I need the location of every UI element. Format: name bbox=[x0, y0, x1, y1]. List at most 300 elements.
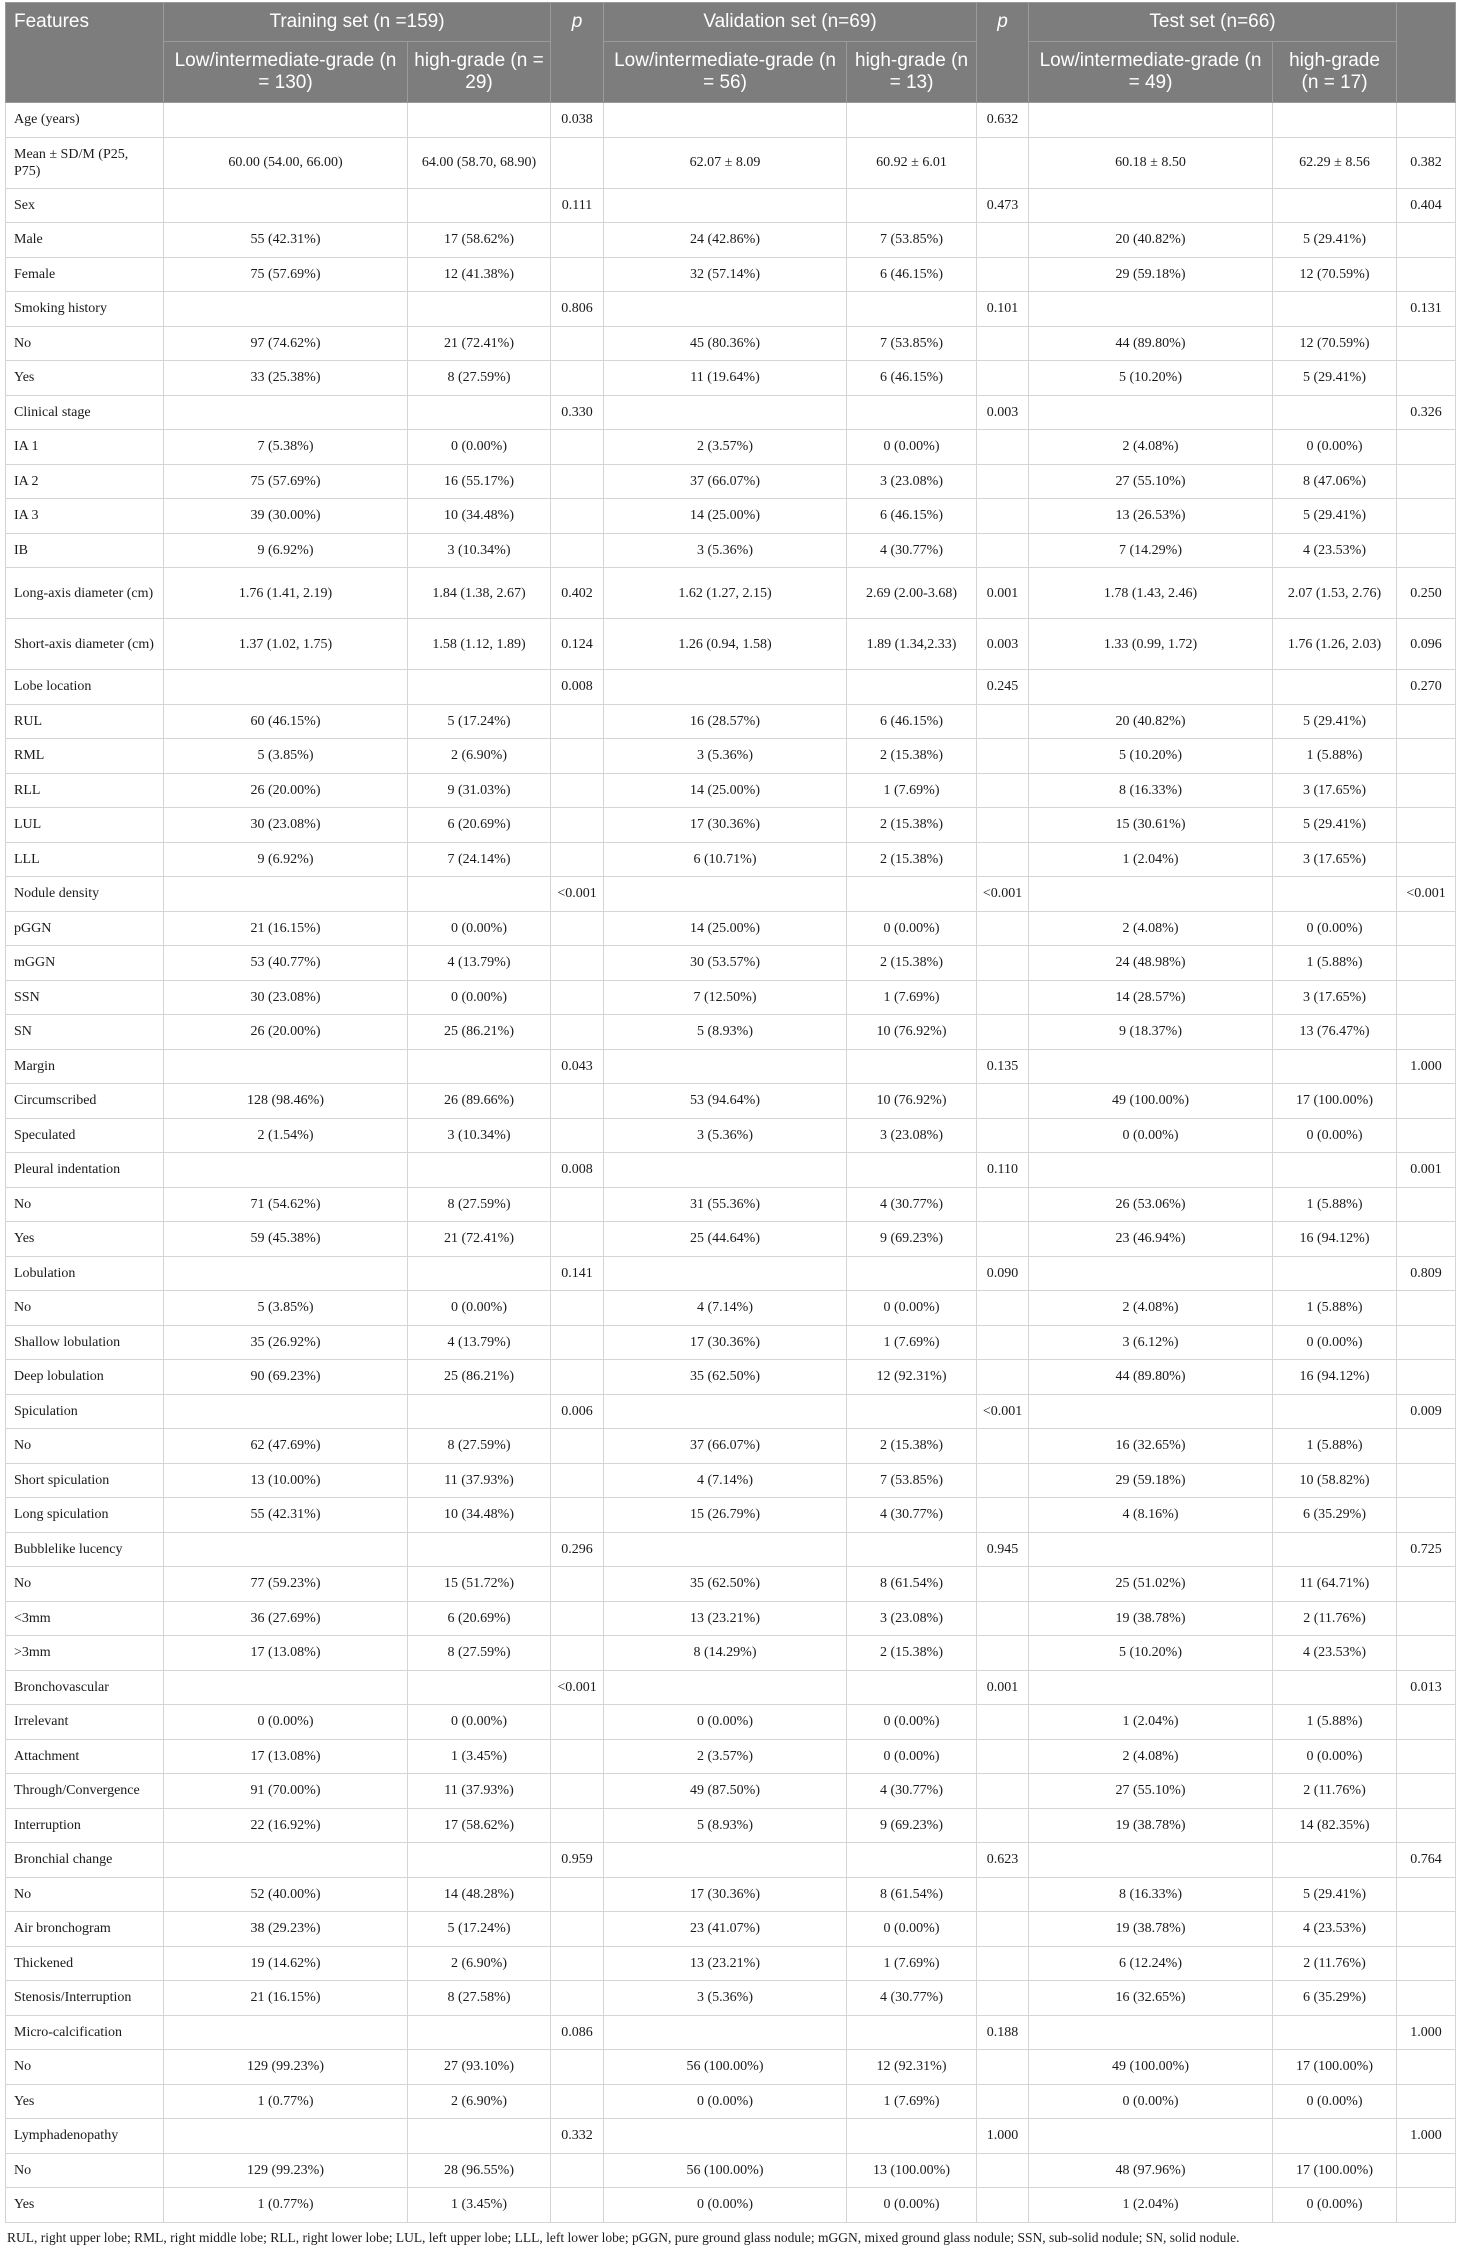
test-high-cell: 62.29 ± 8.56 bbox=[1273, 137, 1397, 188]
val-p-cell bbox=[977, 808, 1029, 843]
train-high-cell: 8 (27.59%) bbox=[408, 361, 551, 396]
test-p-cell bbox=[1397, 1187, 1456, 1222]
val-p-cell bbox=[977, 430, 1029, 465]
train-high-cell: 25 (86.21%) bbox=[408, 1015, 551, 1050]
feature-label: Interruption bbox=[6, 1808, 164, 1843]
val-p-cell bbox=[977, 1222, 1029, 1257]
val-p-cell bbox=[977, 773, 1029, 808]
val-p-cell bbox=[977, 704, 1029, 739]
train-p-cell: 0.006 bbox=[551, 1394, 604, 1429]
train-high-cell: 14 (48.28%) bbox=[408, 1877, 551, 1912]
train-low-cell bbox=[164, 1843, 408, 1878]
feature-label: Margin bbox=[6, 1049, 164, 1084]
train-low-cell: 13 (10.00%) bbox=[164, 1463, 408, 1498]
train-high-cell bbox=[408, 1670, 551, 1705]
val-high-cell: 12 (92.31%) bbox=[847, 1360, 977, 1395]
feature-label: Spiculation bbox=[6, 1394, 164, 1429]
val-low-cell: 56 (100.00%) bbox=[604, 2050, 847, 2085]
table-row bbox=[6, 1463, 1456, 1498]
test-high-cell: 1 (5.88%) bbox=[1273, 1187, 1397, 1222]
table-row bbox=[6, 1256, 1456, 1291]
train-p-cell bbox=[551, 1567, 604, 1602]
val-low-cell: 8 (14.29%) bbox=[604, 1636, 847, 1671]
feature-label: Lobe location bbox=[6, 670, 164, 705]
val-high-cell: 2 (15.38%) bbox=[847, 842, 977, 877]
table-row bbox=[6, 1808, 1456, 1843]
train-low-cell: 17 (13.08%) bbox=[164, 1636, 408, 1671]
table-row bbox=[6, 1877, 1456, 1912]
test-low-cell: 20 (40.82%) bbox=[1029, 223, 1273, 258]
test-p-cell bbox=[1397, 1222, 1456, 1257]
train-low-cell bbox=[164, 670, 408, 705]
train-p-cell bbox=[551, 1636, 604, 1671]
val-p-cell: 1.000 bbox=[977, 2119, 1029, 2154]
table-footnote: RUL, right upper lobe; RML, right middle lobe; RLL, right lower lobe; LUL, left upper lobe; LLL, left lower lobe; pGGN, pure ground glass nodule; mGGN, mixed ground glass nodule; SSN, sub-solid nodule; SN, solid nodule. bbox=[7, 2229, 1240, 2245]
test-high-cell: 2 (11.76%) bbox=[1273, 1774, 1397, 1809]
train-high-cell bbox=[408, 103, 551, 138]
train-p-cell: 0.043 bbox=[551, 1049, 604, 1084]
train-low-cell bbox=[164, 877, 408, 912]
train-low-cell: 35 (26.92%) bbox=[164, 1325, 408, 1360]
train-low-cell: 2 (1.54%) bbox=[164, 1118, 408, 1153]
train-p-cell bbox=[551, 704, 604, 739]
feature-label: Sex bbox=[6, 188, 164, 223]
test-high-cell: 6 (35.29%) bbox=[1273, 1498, 1397, 1533]
table-row bbox=[6, 1325, 1456, 1360]
val-p-cell bbox=[977, 1636, 1029, 1671]
feature-label: Air bronchogram bbox=[6, 1912, 164, 1947]
train-p-cell bbox=[551, 1912, 604, 1947]
test-low-cell bbox=[1029, 1256, 1273, 1291]
feature-label: Irrelevant bbox=[6, 1705, 164, 1740]
val-p-cell bbox=[977, 1808, 1029, 1843]
val-high-cell: 2 (15.38%) bbox=[847, 739, 977, 774]
val-low-cell bbox=[604, 395, 847, 430]
val-p-cell bbox=[977, 1946, 1029, 1981]
test-low-cell: 6 (12.24%) bbox=[1029, 1946, 1273, 1981]
train-high-cell: 0 (0.00%) bbox=[408, 430, 551, 465]
val-p-cell bbox=[977, 1739, 1029, 1774]
test-high-cell: 17 (100.00%) bbox=[1273, 2050, 1397, 2085]
train-p-cell bbox=[551, 1291, 604, 1326]
test-low-cell: 44 (89.80%) bbox=[1029, 326, 1273, 361]
feature-label: Age (years) bbox=[6, 103, 164, 138]
val-p-cell bbox=[977, 2084, 1029, 2119]
test-high-cell bbox=[1273, 1049, 1397, 1084]
train-high-cell: 25 (86.21%) bbox=[408, 1360, 551, 1395]
test-high-cell: 12 (70.59%) bbox=[1273, 257, 1397, 292]
val-high-cell: 13 (100.00%) bbox=[847, 2153, 977, 2188]
val-low-cell bbox=[604, 2119, 847, 2154]
train-low-cell: 39 (30.00%) bbox=[164, 499, 408, 534]
train-high-cell: 0 (0.00%) bbox=[408, 1705, 551, 1740]
train-high-cell: 1 (3.45%) bbox=[408, 2188, 551, 2223]
test-low-cell bbox=[1029, 1532, 1273, 1567]
val-low-cell bbox=[604, 292, 847, 327]
test-p-cell bbox=[1397, 1981, 1456, 2016]
val-high-cell: 7 (53.85%) bbox=[847, 326, 977, 361]
train-high-cell: 64.00 (58.70, 68.90) bbox=[408, 137, 551, 188]
feature-label: Yes bbox=[6, 1222, 164, 1257]
feature-label: RML bbox=[6, 739, 164, 774]
test-p-cell bbox=[1397, 326, 1456, 361]
val-high-cell: 3 (23.08%) bbox=[847, 1601, 977, 1636]
table-row bbox=[6, 533, 1456, 568]
test-high-cell: 3 (17.65%) bbox=[1273, 773, 1397, 808]
test-low-cell: 3 (6.12%) bbox=[1029, 1325, 1273, 1360]
val-low-cell: 35 (62.50%) bbox=[604, 1567, 847, 1602]
test-high-cell bbox=[1273, 2119, 1397, 2154]
train-low-cell: 21 (16.15%) bbox=[164, 1981, 408, 2016]
test-high-cell bbox=[1273, 1153, 1397, 1188]
test-p-cell bbox=[1397, 430, 1456, 465]
table-row bbox=[6, 619, 1456, 670]
val-high-cell bbox=[847, 2119, 977, 2154]
val-low-cell: 2 (3.57%) bbox=[604, 1739, 847, 1774]
test-low-cell bbox=[1029, 1670, 1273, 1705]
val-low-cell: 0 (0.00%) bbox=[604, 2084, 847, 2119]
test-high-cell bbox=[1273, 1670, 1397, 1705]
train-p-cell bbox=[551, 464, 604, 499]
val-low-cell: 37 (66.07%) bbox=[604, 464, 847, 499]
test-p-cell bbox=[1397, 739, 1456, 774]
test-low-cell: 49 (100.00%) bbox=[1029, 1084, 1273, 1119]
test-low-cell bbox=[1029, 1153, 1273, 1188]
test-low-cell bbox=[1029, 188, 1273, 223]
train-high-cell: 5 (17.24%) bbox=[408, 704, 551, 739]
test-low-cell: 19 (38.78%) bbox=[1029, 1808, 1273, 1843]
feature-label: No bbox=[6, 1567, 164, 1602]
table-row bbox=[6, 1049, 1456, 1084]
feature-label: IA 2 bbox=[6, 464, 164, 499]
val-low-cell: 4 (7.14%) bbox=[604, 1463, 847, 1498]
train-p-cell bbox=[551, 1498, 604, 1533]
val-low-cell: 62.07 ± 8.09 bbox=[604, 137, 847, 188]
train-low-cell: 21 (16.15%) bbox=[164, 911, 408, 946]
test-p-cell bbox=[1397, 464, 1456, 499]
val-low-cell: 5 (8.93%) bbox=[604, 1808, 847, 1843]
train-low-cell bbox=[164, 1153, 408, 1188]
test-low-cell: 49 (100.00%) bbox=[1029, 2050, 1273, 2085]
test-low-cell bbox=[1029, 877, 1273, 912]
train-high-cell: 3 (10.34%) bbox=[408, 533, 551, 568]
train-low-cell bbox=[164, 1394, 408, 1429]
train-low-cell bbox=[164, 292, 408, 327]
table-row bbox=[6, 1981, 1456, 2016]
train-high-cell bbox=[408, 1843, 551, 1878]
val-high-cell: 1 (7.69%) bbox=[847, 1325, 977, 1360]
table-row bbox=[6, 361, 1456, 396]
table-header bbox=[6, 3, 1456, 103]
test-low-cell: 19 (38.78%) bbox=[1029, 1912, 1273, 1947]
test-low-cell: 5 (10.20%) bbox=[1029, 739, 1273, 774]
val-high-cell: 0 (0.00%) bbox=[847, 1912, 977, 1947]
train-high-cell: 17 (58.62%) bbox=[408, 223, 551, 258]
test-p-cell bbox=[1397, 808, 1456, 843]
train-p-cell bbox=[551, 2188, 604, 2223]
val-low-cell: 13 (23.21%) bbox=[604, 1601, 847, 1636]
feature-label: Pleural indentation bbox=[6, 1153, 164, 1188]
val-p-cell bbox=[977, 980, 1029, 1015]
val-p-cell bbox=[977, 1429, 1029, 1464]
train-low-cell: 59 (45.38%) bbox=[164, 1222, 408, 1257]
val-high-cell: 2 (15.38%) bbox=[847, 1429, 977, 1464]
train-low-cell: 62 (47.69%) bbox=[164, 1429, 408, 1464]
val-low-cell: 14 (25.00%) bbox=[604, 499, 847, 534]
test-low-cell: 0 (0.00%) bbox=[1029, 2084, 1273, 2119]
train-high-cell: 8 (27.59%) bbox=[408, 1187, 551, 1222]
train-low-cell: 1.76 (1.41, 2.19) bbox=[164, 568, 408, 619]
feature-label: IB bbox=[6, 533, 164, 568]
train-p-cell bbox=[551, 430, 604, 465]
test-low-cell: 5 (10.20%) bbox=[1029, 361, 1273, 396]
val-high-cell: 2 (15.38%) bbox=[847, 808, 977, 843]
train-p-cell bbox=[551, 2153, 604, 2188]
test-low-cell: 16 (32.65%) bbox=[1029, 1981, 1273, 2016]
table-row bbox=[6, 2188, 1456, 2223]
test-p-cell bbox=[1397, 1325, 1456, 1360]
val-p-cell: <0.001 bbox=[977, 877, 1029, 912]
test-p-cell bbox=[1397, 1118, 1456, 1153]
val-high-cell bbox=[847, 188, 977, 223]
val-p-cell: 0.623 bbox=[977, 1843, 1029, 1878]
table-row bbox=[6, 188, 1456, 223]
train-p-cell bbox=[551, 499, 604, 534]
train-high-cell bbox=[408, 1153, 551, 1188]
val-low-cell bbox=[604, 2015, 847, 2050]
header-train-low: Low/intermediate-grade (n = 130) bbox=[164, 42, 408, 103]
test-low-cell bbox=[1029, 395, 1273, 430]
train-low-cell: 53 (40.77%) bbox=[164, 946, 408, 981]
table-row bbox=[6, 499, 1456, 534]
table-row bbox=[6, 1360, 1456, 1395]
test-high-cell bbox=[1273, 670, 1397, 705]
test-low-cell: 13 (26.53%) bbox=[1029, 499, 1273, 534]
val-low-cell bbox=[604, 1256, 847, 1291]
header-validation-set: Validation set (n=69) bbox=[604, 3, 977, 42]
val-high-cell bbox=[847, 1843, 977, 1878]
feature-label: Short-axis diameter (cm) bbox=[6, 619, 164, 670]
test-high-cell: 1.76 (1.26, 2.03) bbox=[1273, 619, 1397, 670]
test-low-cell bbox=[1029, 292, 1273, 327]
val-low-cell bbox=[604, 1843, 847, 1878]
test-low-cell: 25 (51.02%) bbox=[1029, 1567, 1273, 1602]
table-row bbox=[6, 1912, 1456, 1947]
table-row bbox=[6, 808, 1456, 843]
test-low-cell: 1 (2.04%) bbox=[1029, 1705, 1273, 1740]
table-row bbox=[6, 395, 1456, 430]
train-high-cell: 1.84 (1.38, 2.67) bbox=[408, 568, 551, 619]
train-p-cell bbox=[551, 1015, 604, 1050]
train-high-cell bbox=[408, 670, 551, 705]
test-low-cell bbox=[1029, 2119, 1273, 2154]
val-p-cell bbox=[977, 533, 1029, 568]
val-low-cell: 1.62 (1.27, 2.15) bbox=[604, 568, 847, 619]
train-high-cell: 1.58 (1.12, 1.89) bbox=[408, 619, 551, 670]
val-high-cell: 0 (0.00%) bbox=[847, 1291, 977, 1326]
val-high-cell bbox=[847, 1532, 977, 1567]
feature-label: Circumscribed bbox=[6, 1084, 164, 1119]
table-row bbox=[6, 137, 1456, 188]
val-low-cell bbox=[604, 188, 847, 223]
table-row bbox=[6, 223, 1456, 258]
feature-label: LUL bbox=[6, 808, 164, 843]
test-p-cell bbox=[1397, 842, 1456, 877]
table-row bbox=[6, 103, 1456, 138]
test-p-cell bbox=[1397, 223, 1456, 258]
train-low-cell: 1 (0.77%) bbox=[164, 2084, 408, 2119]
test-p-cell bbox=[1397, 103, 1456, 138]
test-high-cell: 5 (29.41%) bbox=[1273, 704, 1397, 739]
test-low-cell: 1 (2.04%) bbox=[1029, 2188, 1273, 2223]
table-row bbox=[6, 1015, 1456, 1050]
train-high-cell: 0 (0.00%) bbox=[408, 980, 551, 1015]
val-p-cell bbox=[977, 1774, 1029, 1809]
feature-label: Thickened bbox=[6, 1946, 164, 1981]
test-low-cell: 4 (8.16%) bbox=[1029, 1498, 1273, 1533]
val-low-cell bbox=[604, 1394, 847, 1429]
test-p-cell: 0.270 bbox=[1397, 670, 1456, 705]
test-p-cell bbox=[1397, 2153, 1456, 2188]
val-p-cell: 0.101 bbox=[977, 292, 1029, 327]
table-row bbox=[6, 980, 1456, 1015]
train-high-cell bbox=[408, 1256, 551, 1291]
train-low-cell: 129 (99.23%) bbox=[164, 2153, 408, 2188]
test-p-cell: 0.764 bbox=[1397, 1843, 1456, 1878]
train-low-cell: 60.00 (54.00, 66.00) bbox=[164, 137, 408, 188]
val-low-cell: 30 (53.57%) bbox=[604, 946, 847, 981]
train-p-cell bbox=[551, 1187, 604, 1222]
train-high-cell bbox=[408, 1532, 551, 1567]
val-low-cell: 32 (57.14%) bbox=[604, 257, 847, 292]
val-p-cell bbox=[977, 326, 1029, 361]
header-test-low: Low/intermediate-grade (n = 49) bbox=[1029, 42, 1273, 103]
train-high-cell bbox=[408, 2119, 551, 2154]
train-p-cell bbox=[551, 533, 604, 568]
test-low-cell: 60.18 ± 8.50 bbox=[1029, 137, 1273, 188]
val-low-cell: 56 (100.00%) bbox=[604, 2153, 847, 2188]
feature-label: Smoking history bbox=[6, 292, 164, 327]
test-p-cell bbox=[1397, 1636, 1456, 1671]
test-p-cell: 0.404 bbox=[1397, 188, 1456, 223]
val-low-cell: 53 (94.64%) bbox=[604, 1084, 847, 1119]
val-p-cell bbox=[977, 2188, 1029, 2223]
test-p-cell: 1.000 bbox=[1397, 2119, 1456, 2154]
val-p-cell bbox=[977, 257, 1029, 292]
train-low-cell: 55 (42.31%) bbox=[164, 1498, 408, 1533]
test-high-cell: 13 (76.47%) bbox=[1273, 1015, 1397, 1050]
val-p-cell: 0.003 bbox=[977, 395, 1029, 430]
val-p-cell: <0.001 bbox=[977, 1394, 1029, 1429]
table-row bbox=[6, 739, 1456, 774]
test-p-cell: 0.009 bbox=[1397, 1394, 1456, 1429]
val-high-cell: 2 (15.38%) bbox=[847, 1636, 977, 1671]
train-high-cell: 8 (27.58%) bbox=[408, 1981, 551, 2016]
train-high-cell bbox=[408, 292, 551, 327]
train-p-cell bbox=[551, 1808, 604, 1843]
train-low-cell: 97 (74.62%) bbox=[164, 326, 408, 361]
val-low-cell: 6 (10.71%) bbox=[604, 842, 847, 877]
train-p-cell bbox=[551, 946, 604, 981]
test-p-cell bbox=[1397, 704, 1456, 739]
test-low-cell: 29 (59.18%) bbox=[1029, 1463, 1273, 1498]
table-row bbox=[6, 1498, 1456, 1533]
test-p-cell bbox=[1397, 946, 1456, 981]
val-low-cell: 25 (44.64%) bbox=[604, 1222, 847, 1257]
feature-label: Yes bbox=[6, 2188, 164, 2223]
val-p-cell bbox=[977, 499, 1029, 534]
test-p-cell: 0.013 bbox=[1397, 1670, 1456, 1705]
val-p-cell: 0.245 bbox=[977, 670, 1029, 705]
val-high-cell bbox=[847, 1049, 977, 1084]
table-row bbox=[6, 326, 1456, 361]
table-row bbox=[6, 292, 1456, 327]
test-p-cell bbox=[1397, 1429, 1456, 1464]
train-low-cell: 9 (6.92%) bbox=[164, 842, 408, 877]
test-low-cell bbox=[1029, 103, 1273, 138]
train-low-cell: 5 (3.85%) bbox=[164, 739, 408, 774]
table-row bbox=[6, 1429, 1456, 1464]
feature-label: Yes bbox=[6, 2084, 164, 2119]
val-p-cell bbox=[977, 1981, 1029, 2016]
feature-label: SN bbox=[6, 1015, 164, 1050]
val-p-cell bbox=[977, 842, 1029, 877]
test-high-cell: 12 (70.59%) bbox=[1273, 326, 1397, 361]
test-low-cell: 2 (4.08%) bbox=[1029, 911, 1273, 946]
val-high-cell: 0 (0.00%) bbox=[847, 2188, 977, 2223]
train-p-cell bbox=[551, 1463, 604, 1498]
feature-label: Stenosis/Interruption bbox=[6, 1981, 164, 2016]
val-high-cell: 9 (69.23%) bbox=[847, 1222, 977, 1257]
train-p-cell bbox=[551, 1774, 604, 1809]
header-p-test-blank bbox=[1397, 3, 1456, 103]
train-low-cell: 9 (6.92%) bbox=[164, 533, 408, 568]
val-low-cell: 1.26 (0.94, 1.58) bbox=[604, 619, 847, 670]
feature-label: No bbox=[6, 1877, 164, 1912]
table-row bbox=[6, 911, 1456, 946]
val-low-cell: 7 (12.50%) bbox=[604, 980, 847, 1015]
header-val-low: Low/intermediate-grade (n = 56) bbox=[604, 42, 847, 103]
test-high-cell: 5 (29.41%) bbox=[1273, 499, 1397, 534]
test-p-cell bbox=[1397, 1808, 1456, 1843]
train-high-cell: 7 (24.14%) bbox=[408, 842, 551, 877]
table-row bbox=[6, 568, 1456, 619]
test-p-cell: 1.000 bbox=[1397, 1049, 1456, 1084]
test-high-cell: 0 (0.00%) bbox=[1273, 2084, 1397, 2119]
train-high-cell: 21 (72.41%) bbox=[408, 1222, 551, 1257]
train-low-cell: 7 (5.38%) bbox=[164, 430, 408, 465]
feature-label: Nodule density bbox=[6, 877, 164, 912]
train-low-cell: 26 (20.00%) bbox=[164, 773, 408, 808]
train-p-cell bbox=[551, 1429, 604, 1464]
test-low-cell bbox=[1029, 2015, 1273, 2050]
train-p-cell bbox=[551, 1325, 604, 1360]
train-high-cell: 4 (13.79%) bbox=[408, 946, 551, 981]
val-p-cell: 0.945 bbox=[977, 1532, 1029, 1567]
test-high-cell bbox=[1273, 1843, 1397, 1878]
test-p-cell bbox=[1397, 1498, 1456, 1533]
test-p-cell: 1.000 bbox=[1397, 2015, 1456, 2050]
val-high-cell: 0 (0.00%) bbox=[847, 911, 977, 946]
test-p-cell: 0.250 bbox=[1397, 568, 1456, 619]
val-p-cell bbox=[977, 1325, 1029, 1360]
val-high-cell bbox=[847, 877, 977, 912]
test-high-cell: 0 (0.00%) bbox=[1273, 1118, 1397, 1153]
train-high-cell: 0 (0.00%) bbox=[408, 911, 551, 946]
feature-label: <3mm bbox=[6, 1601, 164, 1636]
train-p-cell bbox=[551, 980, 604, 1015]
test-low-cell: 5 (10.20%) bbox=[1029, 1636, 1273, 1671]
